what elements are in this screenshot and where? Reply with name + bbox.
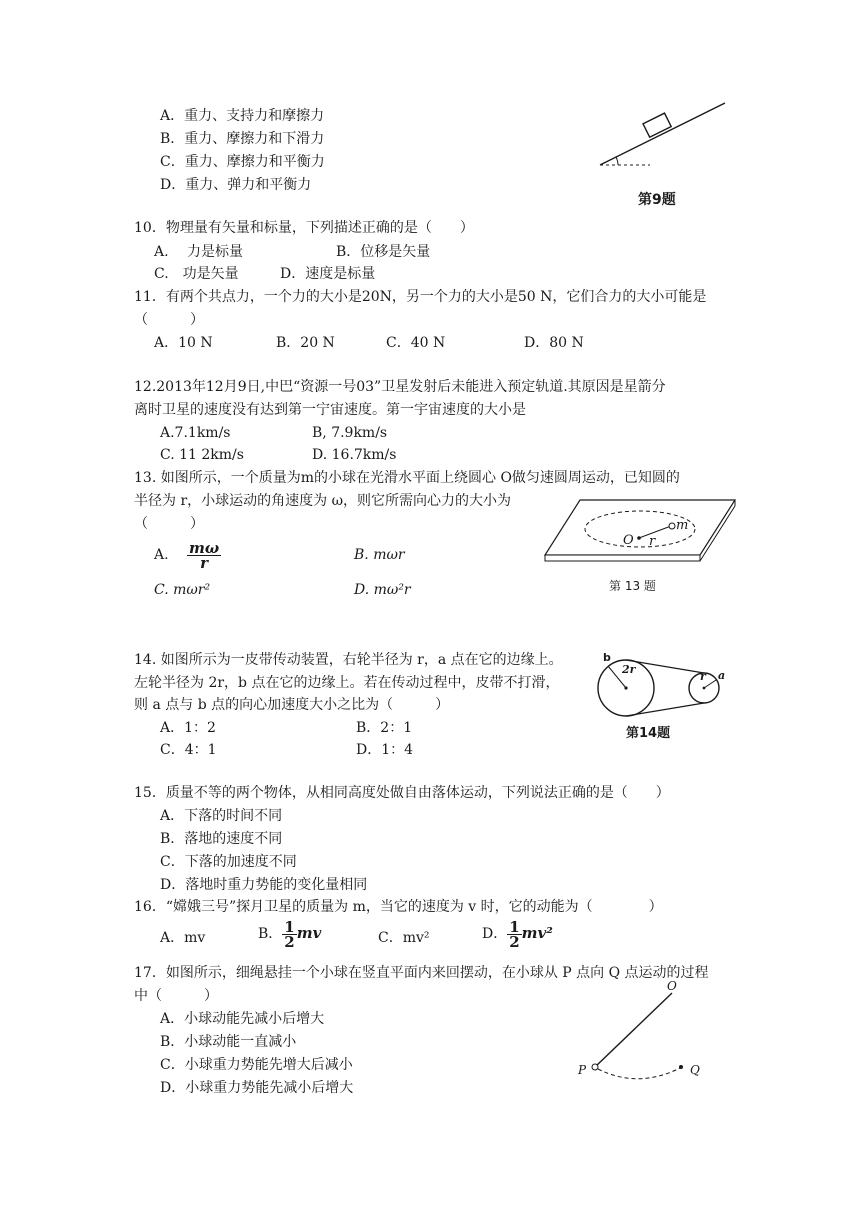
- q13-stem-line2: 半径为 r，小球运动的角速度为 ω，则它所需向心力的大小为: [134, 493, 512, 509]
- q9-option-a: A．重力、支持力和摩擦力: [160, 108, 325, 124]
- q9-figure: [590, 95, 740, 175]
- q17-stem-line2: 中（ ）: [134, 988, 218, 1004]
- q12-option-d: D. 16.7km/s: [312, 447, 397, 463]
- q16-option-d-label: D．: [482, 926, 508, 942]
- q13-option-a-numerator: mω: [189, 538, 220, 557]
- q16-option-b-numerator: 1: [284, 917, 295, 936]
- q11-option-d: D．80 N: [524, 335, 584, 351]
- q13-option-c: C. mωr²: [154, 582, 211, 598]
- q12-option-c: C. 11 2km/s: [160, 447, 244, 463]
- q14-figure: [596, 650, 736, 725]
- q13-option-a-label: A.: [154, 547, 169, 563]
- q17-option-a: A．小球动能先减小后增大: [160, 1011, 325, 1027]
- q9-option-c: C．重力、摩擦力和平衡力: [160, 154, 325, 170]
- q10-option-c: C. 功是矢量: [154, 266, 239, 282]
- q13-figure: [540, 495, 740, 570]
- q13-caption: 第 13 题: [609, 579, 656, 593]
- q11-option-a: A．10 N: [154, 335, 213, 351]
- q15-option-b: B．落地的速度不同: [160, 831, 283, 847]
- q16-option-a: A．mv: [160, 930, 206, 946]
- q13-label-m: m: [676, 518, 689, 533]
- q10-option-b: B．位移是矢量: [336, 244, 431, 260]
- q16-option-d-fraction: [507, 917, 521, 951]
- q16-option-c: C．mv²: [378, 930, 430, 946]
- q10-stem: 10．物理量有矢量和标量，下列描述正确的是（ ）: [134, 220, 474, 236]
- q13-option-a: [154, 540, 221, 570]
- q16-option-b-label: B．: [258, 926, 283, 942]
- q17-option-b: B．小球动能一直减小: [160, 1034, 297, 1050]
- q13-option-a-denominator: r: [200, 553, 209, 572]
- q14-stem-line1: 14. 如图所示为一皮带传动装置，右轮半径为 r，a 点在它的边缘上。: [134, 652, 563, 668]
- q13-option-a-fraction: [187, 538, 221, 572]
- q14-option-a: A．1：2: [160, 720, 216, 736]
- q9-option-d: D．重力、弹力和平衡力: [160, 177, 312, 193]
- q9-caption: 第9题: [638, 192, 676, 208]
- q15-option-d: D．落地时重力势能的变化量相同: [160, 877, 368, 893]
- q16-option-d-numerator: 1: [509, 917, 520, 936]
- q14-stem-line3: 则 a 点与 b 点的向心加速度大小之比为（ ）: [134, 697, 450, 713]
- q12-option-b: B, 7.9km/s: [312, 425, 388, 441]
- q17-label-p: P: [578, 1063, 587, 1077]
- q11-stem-line2: （ ）: [134, 312, 204, 328]
- q13-label-r: r: [649, 534, 656, 549]
- q16-option-b-denominator: 2: [284, 932, 295, 951]
- q14-option-b: B．2：1: [356, 720, 413, 736]
- q16-option-b-fraction: [282, 917, 296, 951]
- q16-option-d-tail: mv²: [521, 924, 553, 942]
- q16-option-d-denominator: 2: [509, 932, 520, 951]
- q17-stem-line1: 17．如图所示，细绳悬挂一个小球在竖直平面内来回摆动，在小球从 P 点向 Q 点运动的过程: [134, 965, 709, 981]
- q14-label-b: b: [603, 651, 611, 664]
- q17-figure: [580, 985, 700, 1080]
- q13-stem-line3: （ ）: [134, 516, 204, 532]
- q14-label-r: r: [700, 670, 706, 683]
- q12-stem-line2: 离时卫星的速度没有达到第一宁宙速度。第一宇宙速度的大小是: [134, 402, 526, 418]
- q15-stem: 15．质量不等的两个物体，从相同高度处做自由落体运动，下列说法正确的是（ ）: [134, 785, 670, 801]
- q16-option-d: [482, 918, 553, 949]
- q17-label-q: Q: [690, 1063, 700, 1077]
- q17-option-c: C．小球重力势能先增大后减小: [160, 1057, 353, 1073]
- q17-label-o: O: [667, 979, 677, 993]
- q11-stem-line1: 11．有两个共点力，一个力的大小是20N，另一个力的大小是50 N，它们合力的大小可能是: [134, 289, 707, 305]
- q13-label-o: O: [623, 533, 634, 548]
- q16-option-b: [258, 918, 321, 949]
- q11-option-c: C．40 N: [386, 335, 446, 351]
- q16-option-b-tail: mv: [296, 924, 322, 942]
- q14-label-2r: 2r: [622, 663, 636, 676]
- q12-option-a: A.7.1km/s: [160, 425, 231, 441]
- q16-stem: 16．“嫦娥三号”探月卫星的质量为 m，当它的速度为 v 时，它的动能为（ ）: [134, 899, 663, 915]
- q12-stem-line1: 12.2013年12月9日,中巴“资源一号03”卫星发射后未能进入预定轨道.其原因是星箭分: [134, 379, 666, 395]
- q9-option-b: B．重力、摩擦力和下滑力: [160, 131, 325, 147]
- q14-caption: 第14题: [626, 726, 671, 741]
- q15-option-c: C．下落的加速度不同: [160, 854, 297, 870]
- q11-option-b: B．20 N: [276, 335, 335, 351]
- q14-stem-line2: 左轮半径为 2r，b 点在它的边缘上。若在传动过程中，皮带不打滑，: [134, 675, 560, 691]
- q10-option-a: A. 力是标量: [154, 244, 244, 260]
- q15-option-a: A．下落的时间不同: [160, 808, 283, 824]
- q17-option-d: D．小球重力势能先减小后增大: [160, 1080, 354, 1096]
- q13-option-b: B. mωr: [354, 547, 405, 563]
- q13-stem-line1: 13. 如图所示，一个质量为m的小球在光滑水平面上绕圆心 O做匀速圆周运动，已知圆的: [134, 470, 680, 486]
- q13-option-d: D. mω²r: [354, 582, 411, 598]
- q14-option-c: C．4：1: [160, 742, 217, 758]
- q14-label-a: a: [718, 669, 726, 682]
- q14-option-d: D．1：4: [356, 742, 414, 758]
- q10-option-d: D．速度是标量: [280, 266, 376, 282]
